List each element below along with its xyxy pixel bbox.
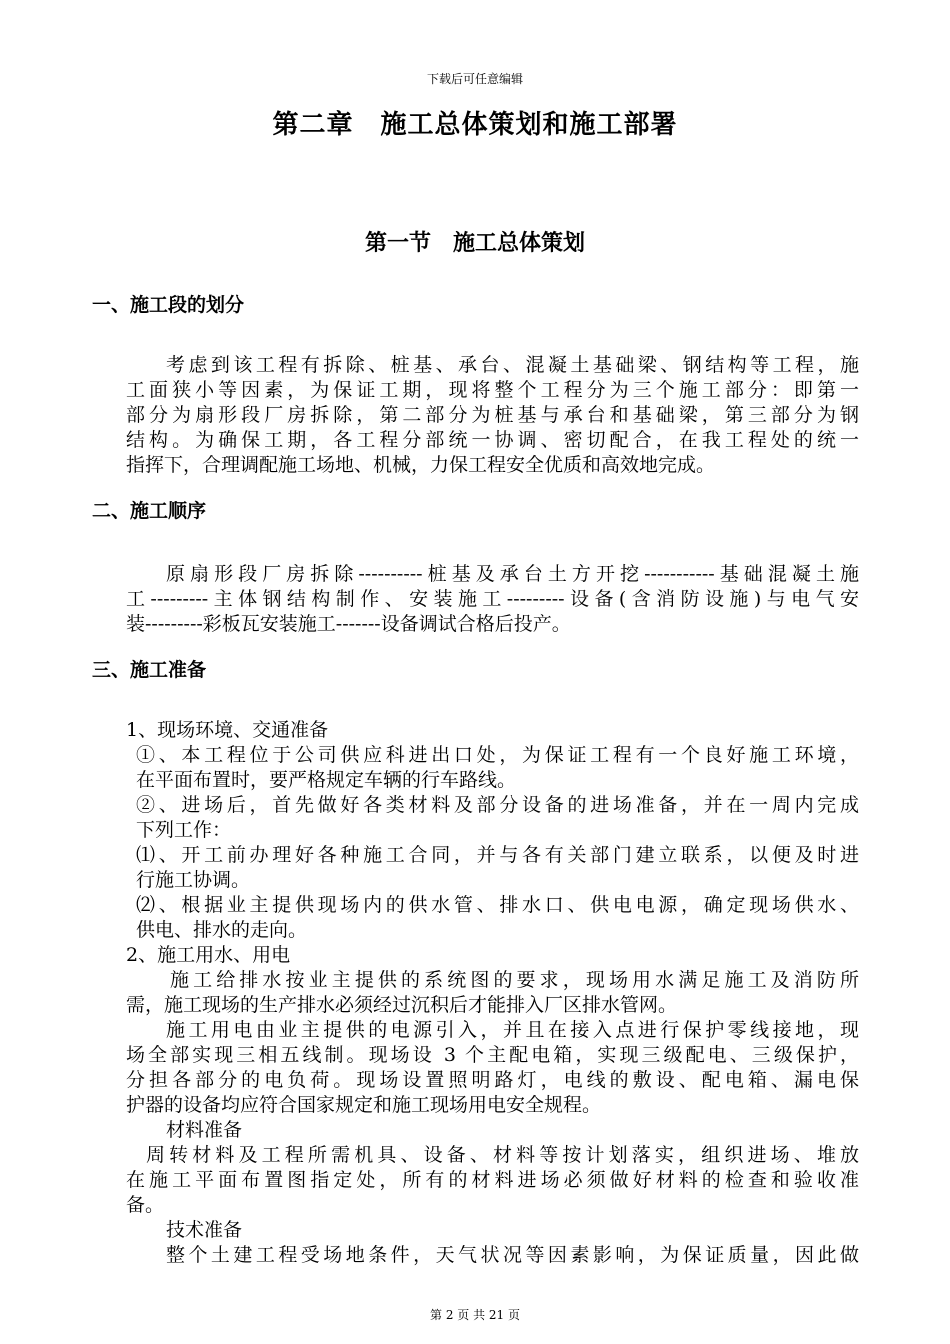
prep-line: 在施工平面布置图指定处，所有的材料进场必须做好材料的检查和验收准 bbox=[126, 1169, 859, 1191]
prep-line: 场全部实现三相五线制。现场设 3 个主配电箱，实现三级配电、三级保护， bbox=[126, 1044, 859, 1066]
heading-3: 三、施工准备 bbox=[92, 659, 207, 681]
prep-line: 整个土建工程受场地条件，天气状况等因素影响，为保证质量，因此做 bbox=[166, 1244, 859, 1266]
heading-1: 一、施工段的划分 bbox=[92, 294, 245, 316]
prep-line: 周转材料及工程所需机具、设备、材料等按计划落实，组织进场、堆放 bbox=[146, 1144, 859, 1166]
section-title: 第一节 施工总体策划 bbox=[364, 230, 585, 256]
prep-line: 备。 bbox=[126, 1194, 165, 1216]
para1-line: 考虑到该工程有拆除、桩基、承台、混凝土基础梁、钢结构等工程，施 bbox=[166, 354, 859, 376]
page-header: 下载后可任意编辑 bbox=[426, 72, 523, 86]
para1-line: 部分为扇形段厂房拆除，第二部分为桩基与承台和基础梁，第三部分为钢 bbox=[126, 404, 859, 426]
prep-line: 2、施工用水、用电 bbox=[126, 944, 291, 966]
prep-line: 供电、排水的走向。 bbox=[136, 919, 308, 941]
prep-line: ①、本工程位于公司供应科进出口处，为保证工程有一个良好施工环境， bbox=[136, 744, 859, 766]
prep-line: 下列工作： bbox=[136, 819, 232, 841]
para1-line: 结构。为确保工期，各工程分部统一协调、密切配合，在我工程处的统一 bbox=[126, 429, 859, 451]
prep-line: 行施工协调。 bbox=[136, 869, 251, 891]
prep-line: 需，施工现场的生产排水必须经过沉积后才能排入厂区排水管网。 bbox=[126, 994, 678, 1016]
prep-line: 材料准备 bbox=[166, 1119, 243, 1141]
prep-line: ⑵、根据业主提供现场内的供水管、排水口、供电电源，确定现场供水、 bbox=[136, 894, 859, 916]
chapter-title: 第二章 施工总体策划和施工部署 bbox=[272, 110, 678, 140]
prep-line: 护器的设备均应符合国家规定和施工现场用电安全规程。 bbox=[126, 1094, 602, 1116]
para2-line: 工---------主体钢结构制作、安装施工---------设备(含消防设施)与电气安 bbox=[126, 588, 859, 610]
prep-line: 施工给排水按业主提供的系统图的要求，现场用水满足施工及消防所 bbox=[170, 969, 859, 991]
heading-2: 二、施工顺序 bbox=[92, 500, 207, 522]
prep-line: ⑴、开工前办理好各种施工合同，并与各有关部门建立联系，以便及时进 bbox=[136, 844, 859, 866]
prep-line: 分担各部分的电负荷。现场设置照明路灯，电线的敷设、配电箱、漏电保 bbox=[126, 1069, 859, 1091]
para2-line: 装---------彩板瓦安装施工-------设备调试合格后投产。 bbox=[126, 613, 571, 635]
prep-line: 技术准备 bbox=[166, 1219, 243, 1241]
para2-line: 原扇形段厂房拆除----------桩基及承台土方开挖-----------基础混凝土施 bbox=[166, 563, 859, 585]
page-footer: 第 2 页 共 21 页 bbox=[430, 1308, 520, 1322]
para1-line: 指挥下，合理调配施工场地、机械，力保工程安全优质和高效地完成。 bbox=[126, 454, 716, 476]
prep-line: 施工用电由业主提供的电源引入，并且在接入点进行保护零线接地，现 bbox=[166, 1019, 859, 1041]
para1-line: 工面狭小等因素，为保证工期，现将整个工程分为三个施工部分：即第一 bbox=[126, 379, 859, 401]
prep-line: 1、现场环境、交通准备 bbox=[126, 719, 329, 741]
prep-line: ②、进场后，首先做好各类材料及部分设备的进场准备，并在一周内完成 bbox=[136, 794, 859, 816]
prep-line: 在平面布置时，要严格规定车辆的行车路线。 bbox=[136, 769, 517, 791]
